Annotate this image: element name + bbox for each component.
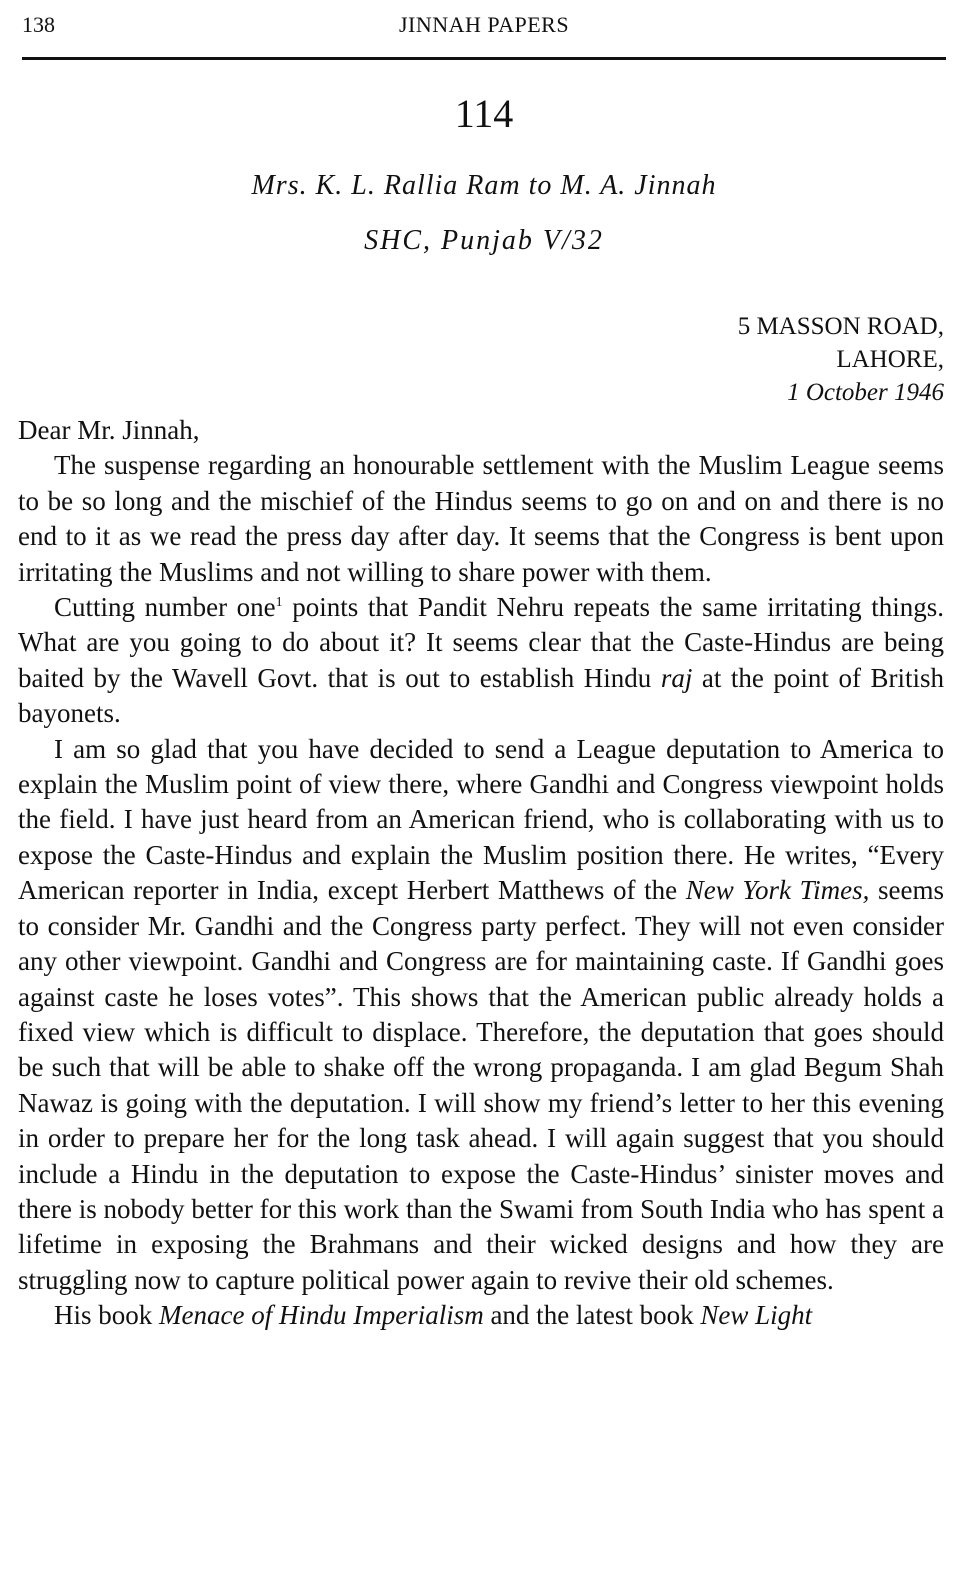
paragraph-2-text-c: at the point of British bayonets. (18, 662, 944, 729)
paragraph-2-text-b: points that Pandit Nehru repeats the same irritating things. What are you going to do about it? It seems clear that the Caste-Hindus are being baited by the Wavell Govt. that is out to establish Hindu (18, 592, 944, 693)
page-number: 138 (22, 12, 55, 37)
paragraph-3-text-a: I am so glad that you have decided to send a League deputation to America to explain the Muslim point of view there, where Gandhi and Congress viewpoint holds the field. I have just heard from an American friend, who is collaborating with us to expose the Caste-Hindus and explain the Muslim position there. He writes, “Every American reporter in India, except Herbert Matthews of the (18, 733, 944, 906)
paragraph-3-text-b: seems to consider Mr. Gandhi and the Congress party perfect. They will not even consider any other viewpoint. Gandhi and Congress are for maintaining caste. If Gandhi goes against caste he loses votes”. This shows that the American public already holds a fixed view which is difficult to displace. Therefore, the deputation that goes should be such that will be able to shake off the wrong propaganda. I am glad Begum Shah Nawaz is going with the deputation. I will show my friend’s letter to her this evening in order to prepare her for the long task ahead. I will again suggest that you should include a Hindu in the deputation to expose the Caste-Hindus’ sinister moves and there is nobody better for this work than the Swami from South India who has spent a lifetime in exposing the Brahmans and their wicked designs and how they are struggling now to capture political power again to revive their old schemes. (18, 875, 945, 1295)
document-source: SHC, Punjab V/32 (364, 225, 604, 256)
address-line-city: LAHORE, (836, 346, 944, 373)
paragraph-3 (18, 732, 944, 1299)
letter-date: 1 October 1946 (787, 379, 944, 406)
running-title: JINNAH PAPERS (398, 12, 570, 37)
salutation: Dear Mr. Jinnah, (18, 415, 200, 445)
paragraph-4 (18, 1298, 944, 1333)
paragraph-4-text-b: and the latest book (483, 1300, 701, 1331)
footnote-marker: 1 (275, 595, 283, 611)
paragraph-3-italic: New York Times, (685, 875, 870, 906)
paragraph-2-italic: raj (660, 662, 693, 693)
sender-address (738, 310, 944, 409)
paragraph-4-italic-1: Menace of Hindu Imperialism (159, 1300, 484, 1331)
paragraph-2 (18, 590, 944, 732)
paragraph-4-text-a: His book (54, 1300, 160, 1331)
document-number: 114 (454, 91, 514, 136)
address-line-street: 5 MASSON ROAD, (737, 313, 944, 340)
document-heading: Mrs. K. L. Rallia Ram to M. A. Jinnah (251, 170, 717, 201)
header-rule (22, 57, 946, 60)
letter-body (18, 413, 944, 1334)
paragraph-1: The suspense regarding an honourable settlement with the Muslim League seems to be so long and the mischief of the Hindus seems to go on and on and there is no end to it as we read the press day after day. It seems that the Congress is bent upon irritating the Muslims and not willing to share power with them. (18, 450, 944, 587)
paragraph-4-italic-2: New Light (700, 1300, 813, 1331)
paragraph-2-text-a: Cutting number one (54, 592, 276, 623)
running-head (22, 12, 946, 42)
